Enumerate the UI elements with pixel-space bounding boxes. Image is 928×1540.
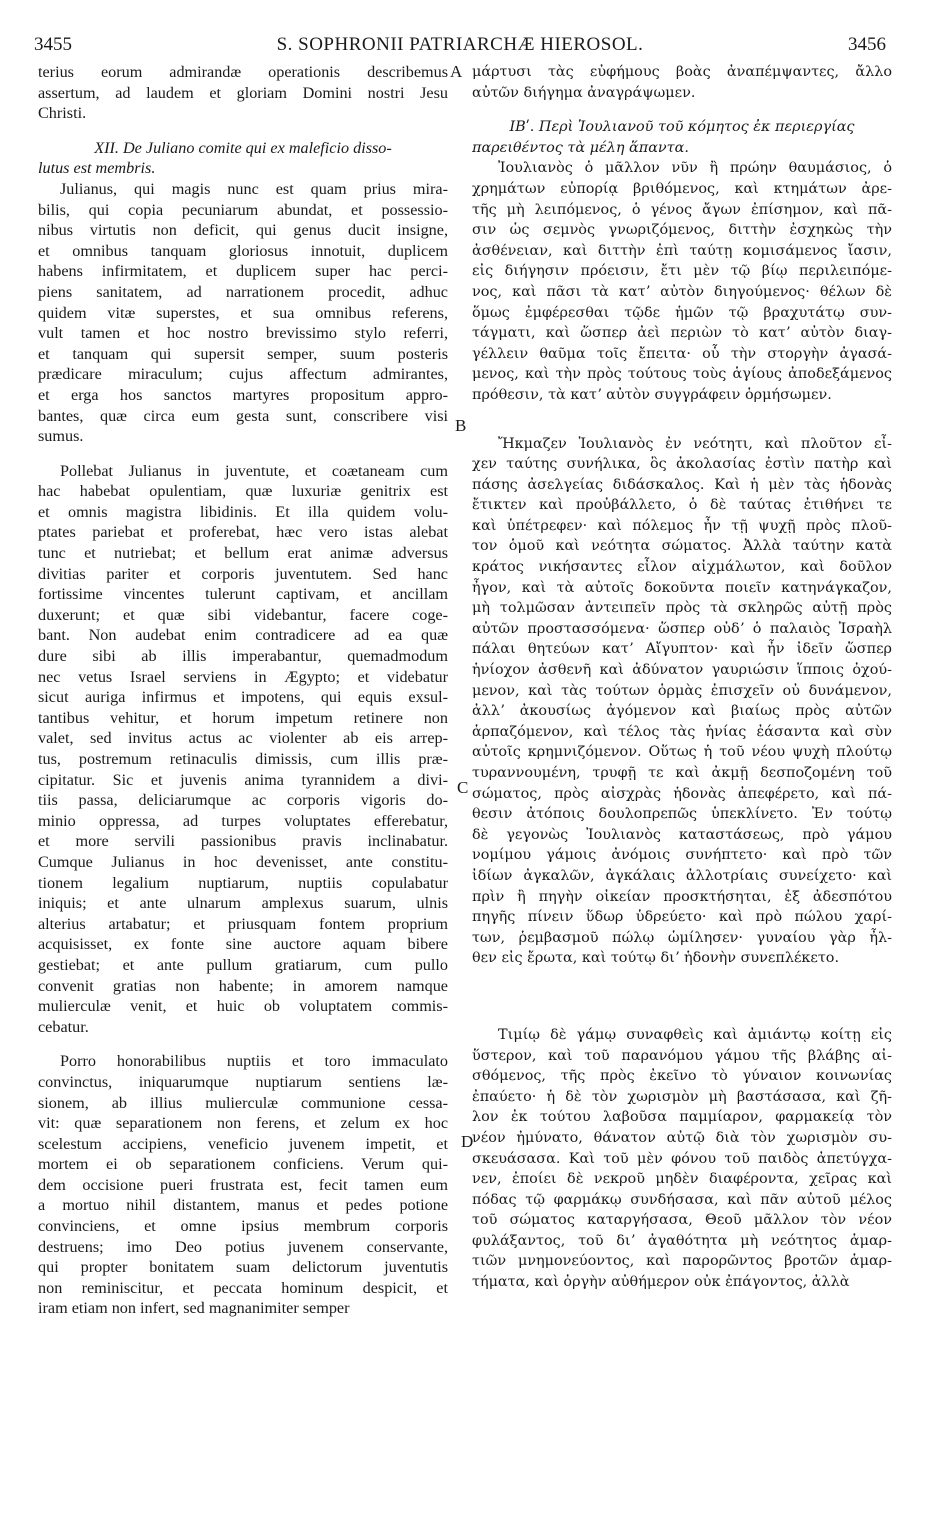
- text-line: γέλλειν θαῦμα τοῖς ἔπειτα· οὗ τὴν στοργὴν ἀγασά-: [472, 345, 892, 362]
- text-line: αὐτῶν διήγημα ἀναγράψωμεν.: [472, 84, 696, 101]
- text-line: vit: quæ separationem non ferens, et zelum ex hoc: [38, 1114, 448, 1133]
- text-line: πάλαι θητεύων κατʼ Αἴγυπτον· καὶ ἦν ἰδεῖν ὥσπερ: [472, 641, 892, 658]
- text-line: tionem legalium nuptiarum, nuptiis copulabatur: [38, 873, 448, 892]
- text-line: τήματα, καὶ ὀργὴν αὐθήμερον οὐκ ἐπάγοντος, ἀλλὰ: [472, 1274, 850, 1291]
- text-line: μενος, καὶ τὴν πρὸς τούτους τοὺς ἁγίους ἀποδεξάμενος: [472, 366, 892, 383]
- text-line: duxerunt; et quæ sibi videbantur, facere coge-: [38, 605, 448, 624]
- text-line: φυλάξαντος, τοῦ διʼ ἀγαθότητα μὴ νεότητος ἁμαρ-: [472, 1232, 892, 1249]
- margin-marker-a: A: [450, 62, 463, 81]
- text-line: των, ῥεμβασμοῦ πώλῳ ὡμίλησεν· γυναίου γὰρ ἦλ-: [472, 929, 892, 946]
- text-line: σθόμενος, τῆς πρὸς ἐκεῖνο τὸ γύναιον κοινωνίας: [472, 1068, 892, 1085]
- text-line: scelestum accipiens, veneficio juvenem impetit, et: [38, 1134, 448, 1153]
- text-line: θεν εἰς ἔρωτα, καὶ τούτῳ διʼ ἡδονὴν συνεπλέκετο.: [472, 950, 840, 967]
- text-line: acquisisset, ex fonte sine auctore aquam bibere: [38, 935, 448, 954]
- page-number-left: 3455: [34, 34, 72, 55]
- margin-marker-c: C: [457, 778, 469, 797]
- margin-marker-b: B: [455, 416, 467, 435]
- latin-heading: [38, 138, 448, 179]
- text-line: tunc et nutriebat; et bellum erat animæ adversus: [38, 544, 448, 563]
- latin-paragraph: [38, 179, 448, 447]
- text-line: πηγῆς πίνειν ὕδωρ ὑδρεύετο· καὶ πρὸ πώλου χαρί-: [472, 909, 892, 926]
- text-line: gestiebat; et ante pullum gratiarum, cum pullo: [38, 955, 448, 974]
- text-line: μενον, καὶ τὰς τούτων ὁρμὰς ἐπισχεῖν οὐ δυνάμενον,: [472, 682, 892, 699]
- text-line: νέον ἠμύνατο, θάνατον αὐτῷ διὰ τὸν χωρισμὸν συ-: [472, 1129, 892, 1146]
- text-line: assertum, ad laudem et gloriam Domini nostri Jesu: [38, 83, 448, 102]
- text-line: hac habebat opulentiam, quæ luxuriæ genitrix est: [38, 482, 448, 501]
- text-line: a mortuo nihil distantem, manus et pedes potione: [38, 1196, 448, 1215]
- text-line: prædicare miraculum; cujus affectum admirantes,: [38, 365, 448, 384]
- text-line: τοῦ σώματος καταργήσασα, Θεοῦ μᾶλλον τὸν νέον: [472, 1212, 892, 1229]
- text-line: XII. De Juliano comite qui ex maleficio disso-: [94, 138, 392, 157]
- text-line: νος, καὶ πᾶσι τὰ κατʼ αὐτὸν διηγούμενος· θέλων δὲ: [472, 283, 892, 300]
- text-line: παρειθέντος τὰ μέλη ἅπαντα.: [472, 139, 689, 156]
- text-line: σκευάσασα. Καὶ τοῦ μὲν φόνου τοῦ παιδὸς ἀπετύγχα-: [472, 1150, 892, 1167]
- text-line: πρόθεσιν, τὰ κατʼ αὐτὸν συγγράφειν ὁρμήσωμεν.: [472, 386, 832, 403]
- text-line: θεσιν ἀτόποις δουλοπρεπῶς ὑπεκλίνετο. Ἐν τούτῳ: [472, 806, 892, 823]
- text-line: πόδας τῷ φαρμάκῳ συνδήσασα, καὶ πᾶν αὐτοῦ μέλος: [472, 1191, 892, 1208]
- text-line: quidem vitæ superstes, et sua omnibus referens,: [38, 303, 448, 322]
- text-line: ἡνίοχον ἀσθενῆ καὶ ἀδύνατον γαυριώσιν ἵπποις ὀχού-: [472, 662, 892, 679]
- text-line: fortissime vincentes tulerunt captivam, et ancillam: [38, 585, 448, 604]
- text-line: λον ἐκ τούτου λαβοῦσα παμμίαρον, φαρμακείᾳ τὸν: [472, 1109, 892, 1126]
- text-line: νεν, ἐποίει δὲ νεκροῦ μηδὲν διαφέροντα, χεῖρας καὶ: [472, 1171, 892, 1188]
- text-line: ΙΒʹ. Περὶ Ἰουλιανοῦ τοῦ κόμητος ἐκ περιεργίας: [509, 119, 855, 136]
- text-line: dem occisione pueri frustrata est, fecit tamen eum: [38, 1175, 448, 1194]
- text-line: ἀσθένειαν, καὶ διττὴν ἐπὶ ταύτῃ κομισάμενος ἴασιν,: [472, 242, 892, 259]
- text-line: convenit gratias non habente; in amorem namque: [38, 976, 448, 995]
- text-line: vult tamen et hoc nostro brevissimo stylo referri,: [38, 324, 448, 343]
- text-line: καὶ ὑπέτρεφεν· καὶ πόλεμος ἦν τῇ ψυχῇ πρὸς πλοῦ-: [472, 517, 892, 534]
- text-line: habens infirmitatem, et duplicem super hac perci-: [38, 262, 448, 281]
- page-header: [34, 34, 886, 60]
- text-line: μὴ τολμῶσαν ἀντειπεῖν πρὸς τὰ σκληρῶς αὐτῇ πρὸς: [472, 600, 892, 617]
- text-line: Ἰουλιανὸς ὁ μᾶλλον νῦν ἢ πρώην θαυμάσιος, ὁ: [498, 160, 892, 177]
- text-line: et omnibus tanquam gloriosus innotuit, duplicem: [38, 241, 448, 260]
- text-line: χρημάτων εὐπορίᾳ βριθόμενος, καὶ κτημάτων ἀρε-: [472, 180, 892, 197]
- text-line: κράτος νικήσαντες εἶλον αἰχμάλωτον, καὶ δοῦλον: [472, 559, 892, 576]
- text-line: destruens; imo Deo potius juvenem conservante,: [38, 1237, 448, 1256]
- text-line: bantes, quæ circa eum gesta sunt, conscribere visi: [38, 406, 448, 425]
- text-line: bant. Non audebat enim contradicere ad ea quæ: [38, 626, 448, 645]
- greek-column: [472, 62, 892, 1293]
- text-line: ὅμως ἐμφέρεσθαι τῷδε ἡμῶν τῷ βραχυτάτῳ συν-: [472, 304, 892, 321]
- text-line: ἰδίων ἀγκαλῶν, ἀγκάλαις ἀλλοτρίαις συνείχετο· καὶ: [472, 867, 892, 884]
- text-line: Τιμίῳ δὲ γάμῳ συναφθεὶς καὶ ἀμιάντῳ κοίτῃ εἰς: [498, 1026, 892, 1043]
- greek-paragraph: [472, 1025, 892, 1293]
- text-line: qui propter bonitatem suam delictorum juventutis: [38, 1258, 448, 1277]
- text-line: cipitatur. Sic et juvenis anima tyrannidem a divi-: [38, 770, 448, 789]
- greek-paragraph: [472, 158, 892, 405]
- text-line: iniquis; et ante ulnarum amplexus suarum, ulnis: [38, 894, 448, 913]
- greek-paragraph: [472, 434, 892, 969]
- text-line: convinctus, iniquarumque nuptiarum sentiens læ-: [38, 1072, 448, 1091]
- text-line: ἁρπαζόμενον, καὶ τέλος τὰς ἡνίας ἐάσαντα καὶ σὺν: [472, 723, 892, 740]
- text-line: ἔτικτεν καὶ προὐβάλλετο, ὁ δὲ ταύτας ἐτιθήνει τε: [472, 497, 892, 514]
- text-line: ptates pariebat et proferebat, hæc vero istas alebat: [38, 523, 448, 542]
- text-line: mulierculæ venit, et huic ob voluptatem commis-: [38, 997, 448, 1016]
- text-line: σιν ὡς σεμνὸς γνωριζόμενος, διττὴν ἐσχηκὼς τὴν: [472, 222, 892, 239]
- text-line: πρὶν ἢ πηγὴν οἰκείαν προσκτήσηται, ἐξ ἀδεσπότου: [472, 888, 892, 905]
- text-line: sicut auriga infirmus et impotens, qui equis exsul-: [38, 688, 448, 707]
- text-line: τυραννουμένη, τρυφῇ τε καὶ ἀκμῇ δεσποζομένη τοῦ: [472, 765, 892, 781]
- text-line: nibus virtutis non deficit, qui genus ducit insigne,: [38, 221, 448, 240]
- text-line: cebatur.: [38, 1017, 89, 1036]
- text-line: σώματος, πρὸς αἰσχρὰς ἡδονὰς ἀπεφέρετο, καὶ πά-: [472, 785, 892, 802]
- text-line: non reminiscitur, et peccata hominum despicit, et: [38, 1278, 448, 1297]
- text-line: sionem, ab illius mulierculæ communione cessa-: [38, 1093, 448, 1112]
- text-line: bilis, qui copia pecuniarum abundat, et possessio-: [38, 200, 448, 219]
- text-line: sumus.: [38, 427, 84, 446]
- page-number-right: 3456: [848, 34, 886, 55]
- text-line: Julianus, qui magis nunc est quam prius mira-: [60, 179, 448, 198]
- text-line: divitias pariter et corporis juventutem. Sed hanc: [38, 564, 448, 583]
- text-line: δὲ γεγονὼς Ἰουλιανὸς καταστάσεως, πρὸ γάμου: [472, 826, 892, 843]
- text-line: τον ὁμοῦ καὶ νεότητα σώματος. Ἀλλὰ ταύτην κατὰ: [472, 538, 892, 555]
- text-line: τιῶν μνημονεύοντος, καὶ παρορῶντος βροτῶν ἁμαρ-: [472, 1253, 892, 1270]
- text-line: et omnis magistra libidinis. Et illa quidem volu-: [38, 502, 448, 521]
- latin-paragraph: [38, 461, 448, 1038]
- text-line: Christi.: [38, 104, 87, 123]
- latin-column: [38, 62, 448, 1319]
- text-line: alterius artabatur; et priusquam fontem proprium: [38, 914, 448, 933]
- text-line: convinciens, et omne ipsius membrum corporis: [38, 1217, 448, 1236]
- text-line: lutus est membris.: [38, 159, 156, 178]
- text-line: et more servili passionibus pravis inclinabatur.: [38, 832, 448, 851]
- text-line: εἰς διήγησιν πρόεισιν, ἔτι μὲν τῷ βίῳ περιλειπόμε-: [472, 263, 892, 280]
- text-line: ἀλλʼ ἀκουσίως ἀγόμενον καὶ βιαίως πρὸς αὐτῶν: [472, 703, 892, 720]
- text-line: Ἤκμαζεν Ἰουλιανὸς ἐν νεότητι, καὶ πλοῦτον εἶ-: [498, 435, 892, 452]
- text-line: Cumque Julianus in hoc devenisset, ante constitu-: [38, 852, 448, 871]
- text-line: valet, sed invitus actus ac violenter ab eis arrep-: [38, 729, 448, 748]
- text-line: πάσης ἀσελγείας διδάσκαλος. Καὶ ἡ μὲν τὰς ἡδονὰς: [472, 476, 892, 493]
- text-line: ἦγον, καὶ τὰ αὐτοῖς δοκοῦντα ποιεῖν κατηνάγκαζον,: [472, 579, 892, 596]
- text-line: μάρτυσι τὰς εὐφήμους βοὰς ἀναπέμψαντες, ἄλλο: [472, 64, 892, 80]
- text-line: piens sanitatem, ad narrationem procedit, adhuc: [38, 282, 448, 301]
- text-line: tus, postremum retinaculis dimissis, cum illis præ-: [38, 750, 448, 768]
- text-line: ἐπαύετο· ἡ δὲ τὸν χωρισμὸν μὴ βαστάσασα, καὶ ζῆ-: [472, 1088, 892, 1105]
- text-line: tantibus vehitur, et horum impetum retinere non: [38, 708, 448, 727]
- greek-heading: [472, 117, 892, 158]
- text-line: Porro honorabilibus nuptiis et toro immaculato: [60, 1052, 448, 1071]
- greek-intro: [472, 62, 892, 103]
- text-line: αὐτοῖς κρημνιζόμενον. Οὕτως ἡ τοῦ νέου ψυχὴ πλούτῳ: [472, 744, 892, 761]
- text-line: αὐτῶν προστασσόμενα· ὥσπερ οὐδʼ ὁ παλαιὸς Ἰσραὴλ: [472, 620, 892, 637]
- margin-marker-d: D: [461, 1132, 474, 1151]
- text-line: et erga hos sanctos martyres propositum appro-: [38, 385, 448, 404]
- text-line: iram etiam non infert, sed magnanimiter semper: [38, 1299, 350, 1318]
- text-line: dure sibi ab illis imperabantur, quemadmodum: [38, 647, 448, 666]
- text-line: ὕστερον, καὶ τοῦ παρανόμου γάμου τῆς βλάβης αἰ-: [472, 1047, 892, 1064]
- text-line: τάγματι, καὶ ὥσπερ ἀεὶ περιὼν τὸ κατʼ αὐτὸν διαγ-: [472, 325, 892, 342]
- text-line: νομίμου γάμοις ἀνόμοις συνήπτετο· καὶ πρὸ τῶν: [472, 847, 892, 864]
- latin-intro: [38, 62, 448, 124]
- text-line: τῆς μὴ λειπόμενος, ὁ γένος ἄγων ἐπίσημον, καὶ πᾶ-: [472, 201, 892, 218]
- text-line: Pollebat Julianus in juventute, et coætaneam cum: [60, 461, 448, 480]
- text-line: nec vetus Israel serviens in Ægypto; et videbatur: [38, 667, 448, 686]
- text-line: mortem ei ob separationem conficiens. Verum qui-: [38, 1155, 448, 1174]
- text-line: tiis passa, deliciarumque ac corporis vigoris do-: [38, 791, 448, 810]
- text-line: et tanquam qui supersit semper, suum posteris: [38, 344, 448, 363]
- latin-paragraph: [38, 1051, 448, 1319]
- running-title: S. SOPHRONII PATRIARCHÆ HIEROSOL.: [276, 34, 644, 55]
- text-line: χεν ταύτης συνήλικα, ὃς ἀκολασίας ἐστὶν πατὴρ καὶ: [472, 456, 892, 473]
- text-line: minio oppressa, ad turpes voluptates efferebatur,: [38, 811, 448, 830]
- text-line: terius eorum admirandæ operationis describemus: [38, 63, 448, 81]
